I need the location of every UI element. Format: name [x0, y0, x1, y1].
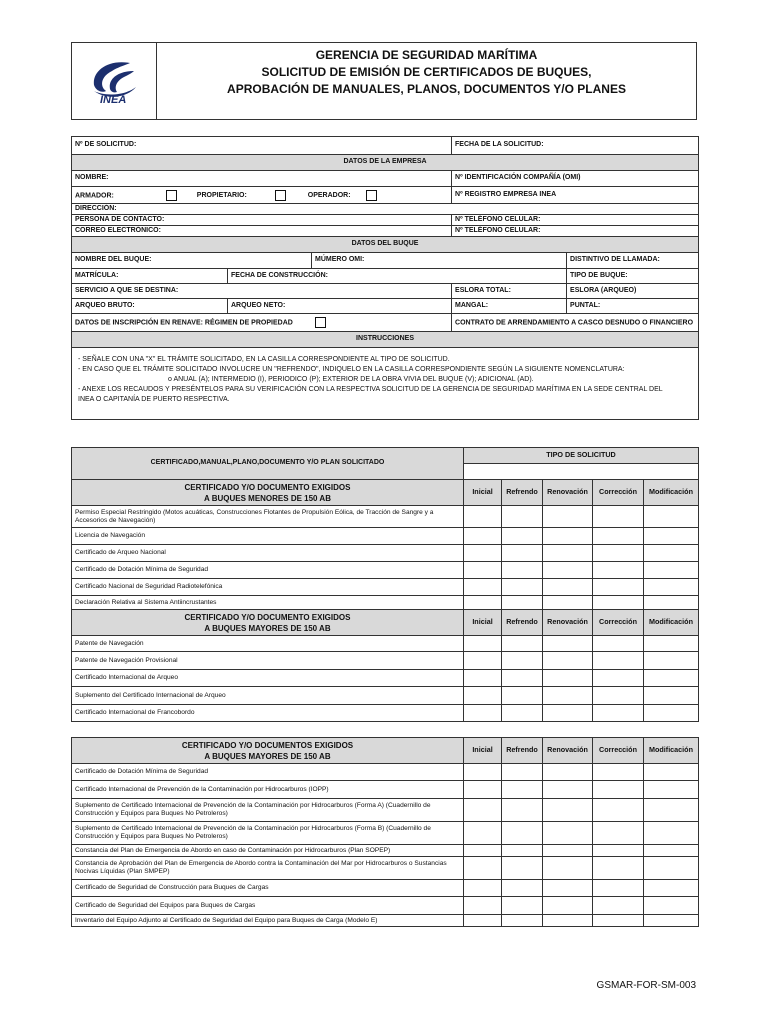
checkbox-cell[interactable] [593, 845, 644, 857]
checkbox-cell[interactable] [464, 579, 502, 596]
checkbox-cell[interactable] [502, 687, 543, 705]
table-row: Certificado de Seguridad del Equipos para Buques de Cargas [72, 897, 699, 915]
checkbox-cell[interactable] [502, 764, 543, 781]
title-line-3: APROBACIÓN DE MANUALES, PLANOS, DOCUMENTOS Y/O PLANES [227, 82, 626, 96]
checkbox-cell[interactable] [464, 687, 502, 705]
table-row: Constancia del Plan de Emergencia de Abordo en caso de Contaminación por Hidrocarburos (Plan SOPEP) [72, 845, 699, 857]
col-correccion: Corrección [593, 738, 644, 764]
checkbox-cell[interactable] [593, 781, 644, 799]
checkbox-cell[interactable] [593, 528, 644, 545]
title-line-2: SOLICITUD DE EMISIÓN DE CERTIFICADOS DE BUQUES, [261, 65, 592, 79]
checkbox-cell[interactable] [464, 845, 502, 857]
checkbox-cell[interactable] [593, 562, 644, 579]
col-inicial: Inicial [464, 480, 502, 506]
checkbox-cell[interactable] [593, 880, 644, 897]
checkbox-cell[interactable] [543, 562, 593, 579]
section-instrucciones: INSTRUCCIONES [72, 332, 699, 348]
checkbox-cell[interactable] [464, 705, 502, 722]
checkbox-cell[interactable] [593, 687, 644, 705]
checkbox-cell[interactable] [502, 545, 543, 562]
checkbox-cell[interactable] [464, 545, 502, 562]
checkbox-cell[interactable] [464, 562, 502, 579]
checkbox-cell[interactable] [464, 764, 502, 781]
fecha-construccion-field[interactable]: FECHA DE CONSTRUCCIÓN: [228, 269, 567, 284]
checkbox-cell[interactable] [644, 764, 699, 781]
checkbox-cell[interactable] [644, 915, 699, 927]
checkbox-cell[interactable] [593, 636, 644, 652]
instruction-5: INEA O CAPITANÍA DE PUERTO RESPECTIVA. [78, 396, 230, 403]
checkbox-cell[interactable] [593, 705, 644, 722]
checkbox-cell[interactable] [464, 897, 502, 915]
checkbox-cell[interactable] [644, 781, 699, 799]
section-mayores-title: CERTIFICADO Y/O DOCUMENTO EXIGIDOS A BUQUES MAYORES DE 150 AB [72, 610, 464, 636]
checkbox-cell[interactable] [464, 822, 502, 845]
inscripcion-checkbox[interactable] [315, 317, 326, 328]
servicio-field[interactable]: SERVICIO A QUE SE DESTINA: [72, 284, 452, 299]
checkbox-cell[interactable] [644, 845, 699, 857]
checkbox-cell[interactable] [593, 506, 644, 528]
table-row: Certificado de Dotación Mínima de Seguridad [72, 764, 699, 781]
table-row: Declaración Relativa al Sistema Antiincrustantes [72, 596, 699, 610]
instructions-block [72, 348, 699, 420]
col-refrendo: Refrendo [502, 610, 543, 636]
eslora-arqueo-field[interactable]: ESLORA (ARQUEO) [567, 284, 699, 299]
checkbox-cell[interactable] [543, 528, 593, 545]
col-inicial: Inicial [464, 738, 502, 764]
checkbox-cell[interactable] [644, 506, 699, 528]
company-ship-form [71, 136, 699, 420]
solicitud-number-field[interactable]: Nº DE SOLICITUD: [72, 137, 452, 155]
checkbox-cell[interactable] [543, 506, 593, 528]
table-row: Certificado Internacional de Francobordo [72, 705, 699, 722]
checkbox-cell[interactable] [502, 705, 543, 722]
checkbox-cell[interactable] [464, 636, 502, 652]
checkbox-cell[interactable] [502, 880, 543, 897]
arqueo-bruto-field[interactable]: ARQUEO BRUTO: [72, 299, 228, 314]
col-modificacion: Modificación [644, 480, 699, 506]
checkbox-cell[interactable] [502, 562, 543, 579]
checkbox-cell[interactable] [644, 687, 699, 705]
table-row: Inventario del Equipo Adjunto al Certificado de Seguridad del Equipo para Buques de Carga (Modelo E) [72, 915, 699, 927]
checkbox-cell[interactable] [644, 528, 699, 545]
col-refrendo: Refrendo [502, 738, 543, 764]
checkbox-cell[interactable] [644, 897, 699, 915]
cert-table-2-title: CERTIFICADO Y/O DOCUMENTOS EXIGIDOS A BUQUES MAYORES DE 150 AB [72, 738, 464, 764]
checkbox-cell[interactable] [593, 670, 644, 687]
checkbox-cell[interactable] [464, 652, 502, 670]
table-row: Certificado de Seguridad de Construcción para Buques de Cargas [72, 880, 699, 897]
propietario-checkbox[interactable] [275, 190, 286, 201]
checkbox-cell[interactable] [502, 506, 543, 528]
operador-checkbox[interactable] [366, 190, 377, 201]
svg-text:INEA: INEA [100, 94, 127, 106]
checkbox-cell[interactable] [644, 562, 699, 579]
instruction-2: - EN CASO QUE EL TRÁMITE SOLICITADO INVOLUCRE UN "REFRENDO", INDIQUELO EN LA CASILLA CORRESPONDIENTE SEGÚN LA SIGUIENTE NOMENCLATURA: [78, 366, 625, 373]
checkbox-cell[interactable] [593, 579, 644, 596]
checkbox-cell[interactable] [593, 857, 644, 880]
table-row: Permiso Especial Restringido (Motos acuáticas, Construcciones Flotantes de Propulsión Eólica, de Tracción de Sangre y a Accesorios de Navegación) [72, 506, 699, 528]
tipo-solicitud-header: TIPO DE SOLICITUD [464, 448, 699, 464]
table-row: Certificado Internacional de Prevención de la Contaminación por Hidrocarburos (IOPP) [72, 781, 699, 799]
table-row: Suplemento del Certificado Internacional de Arqueo [72, 687, 699, 705]
checkbox-cell[interactable] [593, 822, 644, 845]
form-header [71, 42, 697, 120]
form-code: GSMAR-FOR-SM-003 [596, 980, 696, 991]
eslora-total-field[interactable]: ESLORA TOTAL: [452, 284, 567, 299]
checkbox-cell[interactable] [502, 845, 543, 857]
checkbox-cell[interactable] [464, 781, 502, 799]
checkbox-cell[interactable] [543, 915, 593, 927]
checkbox-cell[interactable] [543, 579, 593, 596]
checkbox-cell[interactable] [593, 799, 644, 822]
direccion-field[interactable]: DIRECCIÓN: [72, 204, 699, 215]
table-row: Patente de Navegación [72, 636, 699, 652]
checkbox-cell[interactable] [502, 781, 543, 799]
checkbox-cell[interactable] [644, 822, 699, 845]
checkbox-cell[interactable] [502, 822, 543, 845]
checkbox-cell[interactable] [593, 915, 644, 927]
checkbox-cell[interactable] [543, 596, 593, 610]
mangal-field[interactable]: MANGAL: [452, 299, 567, 314]
section-datos-buque: DATOS DEL BUQUE [72, 237, 699, 253]
contacto-field[interactable]: PERSONA DE CONTACTO: [72, 215, 452, 226]
checkbox-cell[interactable] [644, 857, 699, 880]
table-row: Patente de Navegación Provisional [72, 652, 699, 670]
matricula-field[interactable]: MATRÍCULA: [72, 269, 228, 284]
checkbox-cell[interactable] [464, 915, 502, 927]
registro-inea-field[interactable]: Nº REGISTRO EMPRESA INEA [452, 187, 699, 204]
checkbox-cell[interactable] [543, 652, 593, 670]
checkbox-cell[interactable] [644, 799, 699, 822]
checkbox-cell[interactable] [644, 579, 699, 596]
telefono2-field[interactable]: Nº TELÉFONO CELULAR: [452, 226, 699, 237]
table-row: Certificado de Arqueo Nacional [72, 545, 699, 562]
checkbox-cell[interactable] [593, 545, 644, 562]
section-menores-title: CERTIFICADO Y/O DOCUMENTO EXIGIDOS A BUQUES MENORES DE 150 AB [72, 480, 464, 506]
correo-field[interactable]: CORREO ELECTRÓNICO: [72, 226, 452, 237]
propietario-label: PROPIETARIO: [196, 191, 247, 199]
arqueo-neto-field[interactable]: ARQUEO NETO: [228, 299, 452, 314]
table-row: Constancia de Aprobación del Plan de Emergencia de Abordo contra la Contaminación del Mar por Hidrocarburos o Sustancias Nocivas Líquidas (Plan SMPEP) [72, 857, 699, 880]
checkbox-cell[interactable] [464, 506, 502, 528]
checkbox-cell[interactable] [543, 880, 593, 897]
checkbox-cell[interactable] [464, 880, 502, 897]
checkbox-cell[interactable] [502, 652, 543, 670]
inscripcion-label: DATOS DE INSCRIPCIÓN EN RENAVE: RÉGIMEN DE PROPIEDAD [75, 319, 293, 327]
inea-logo [72, 43, 157, 119]
instruction-1: - SEÑALE CON UNA "X" EL TRÁMITE SOLICITADO, EN LA CASILLA CORRESPONDIENTE AL TIPO DE SOLICITUD. [78, 356, 450, 363]
table-row: Suplemento de Certificado Internacional de Prevención de la Contaminación por Hidrocarburos (Forma B) (Cuadernillo de Construcción y Equipos para Buques No Petroleros) [72, 822, 699, 845]
checkbox-cell[interactable] [543, 822, 593, 845]
puntal-field[interactable]: PUNTAL: [567, 299, 699, 314]
checkbox-cell[interactable] [543, 897, 593, 915]
col-renovacion: Renovación [543, 610, 593, 636]
col-renovacion: Renovación [543, 738, 593, 764]
checkbox-cell[interactable] [543, 687, 593, 705]
checkbox-cell[interactable] [502, 670, 543, 687]
checkbox-cell[interactable] [464, 528, 502, 545]
checkbox-cell[interactable] [644, 636, 699, 652]
col-renovacion: Renovación [543, 480, 593, 506]
table-row: Certificado Internacional de Arqueo [72, 670, 699, 687]
checkbox-cell[interactable] [543, 781, 593, 799]
col-modificacion: Modificación [644, 610, 699, 636]
col-correccion: Corrección [593, 480, 644, 506]
cert-table-1-header: CERTIFICADO,MANUAL,PLANO,DOCUMENTO Y/O PLAN SOLICITADO [72, 448, 464, 480]
table-row: Licencia de Navegación [72, 528, 699, 545]
checkbox-cell[interactable] [502, 915, 543, 927]
checkbox-cell[interactable] [543, 545, 593, 562]
cert-table-2 [71, 737, 699, 927]
col-refrendo: Refrendo [502, 480, 543, 506]
checkbox-cell[interactable] [644, 670, 699, 687]
instruction-4: - ANEXE LOS RECAUDOS Y PRESÉNTELOS PARA SU VERIFICACIÓN CON LA RESPECTIVA SOLICITUD DE LA GERENCIA DE SEGURIDAD MARÍTIMA EN LA SEDE CENTRAL DEL [78, 386, 663, 393]
checkbox-cell[interactable] [464, 596, 502, 610]
checkbox-cell[interactable] [543, 705, 593, 722]
checkbox-cell[interactable] [644, 652, 699, 670]
checkbox-cell[interactable] [502, 799, 543, 822]
numero-omi-field[interactable]: MÚMERO OMI: [312, 253, 567, 269]
operador-label: OPERADOR: [307, 191, 351, 199]
col-correccion: Corrección [593, 610, 644, 636]
checkbox-cell[interactable] [593, 652, 644, 670]
title-line-1: GERENCIA DE SEGURIDAD MARÍTIMA [315, 48, 538, 62]
checkbox-cell[interactable] [543, 670, 593, 687]
checkbox-cell[interactable] [543, 845, 593, 857]
checkbox-cell[interactable] [502, 636, 543, 652]
telefono1-field[interactable]: Nº TELÉFONO CELULAR: [452, 215, 699, 226]
armador-label: ARMADOR: [75, 191, 114, 199]
table-row: Certificado de Dotación Mínima de Seguridad [72, 562, 699, 579]
checkbox-cell[interactable] [644, 596, 699, 610]
table-row: Certificado Nacional de Seguridad Radiotelefónica [72, 579, 699, 596]
nombre-field[interactable]: NOMBRE: [72, 171, 452, 187]
checkbox-cell[interactable] [502, 857, 543, 880]
fecha-solicitud-field[interactable]: FECHA DE LA SOLICITUD: [452, 137, 699, 155]
checkbox-cell[interactable] [644, 705, 699, 722]
checkbox-cell[interactable] [502, 897, 543, 915]
tipo-buque-field[interactable]: TIPO DE BUQUE: [567, 269, 699, 284]
checkbox-cell[interactable] [644, 545, 699, 562]
checkbox-cell[interactable] [502, 579, 543, 596]
checkbox-cell[interactable] [593, 897, 644, 915]
section-datos-empresa: DATOS DE LA EMPRESA [72, 155, 699, 171]
checkbox-cell[interactable] [593, 596, 644, 610]
checkbox-cell[interactable] [464, 799, 502, 822]
checkbox-cell[interactable] [464, 857, 502, 880]
checkbox-cell[interactable] [543, 857, 593, 880]
checkbox-cell[interactable] [543, 636, 593, 652]
checkbox-cell[interactable] [464, 670, 502, 687]
omi-id-field[interactable]: Nº IDENTIFICACIÓN COMPAÑÍA (OMI) [452, 171, 699, 187]
instruction-3: o ANUAL (A); INTERMEDIO (I), PERIODICO (P); EXTERIOR DE LA OBRA VIVIA DEL BUQUE (V); ADICIONAL (AD). [168, 376, 534, 383]
table-row: Suplemento de Certificado Internacional de Prevención de la Contaminación por Hidrocarburos (Forma A) (Cuadernillo de Construcción y Equipos para Buques No Petroleros) [72, 799, 699, 822]
col-inicial: Inicial [464, 610, 502, 636]
armador-checkbox[interactable] [166, 190, 177, 201]
contrato-label: CONTRATO DE ARRENDAMIENTO A CASCO DESNUDO O FINANCIERO [455, 319, 694, 327]
distintivo-field[interactable]: DISTINTIVO DE LLAMADA: [567, 253, 699, 269]
col-modificacion: Modificación [644, 738, 699, 764]
checkbox-cell[interactable] [502, 528, 543, 545]
nombre-buque-field[interactable]: NOMBRE DEL BUQUE: [72, 253, 312, 269]
checkbox-cell[interactable] [644, 880, 699, 897]
checkbox-cell[interactable] [543, 799, 593, 822]
checkbox-cell[interactable] [502, 596, 543, 610]
cert-table-1 [71, 447, 699, 722]
checkbox-cell[interactable] [593, 764, 644, 781]
checkbox-cell[interactable] [543, 764, 593, 781]
